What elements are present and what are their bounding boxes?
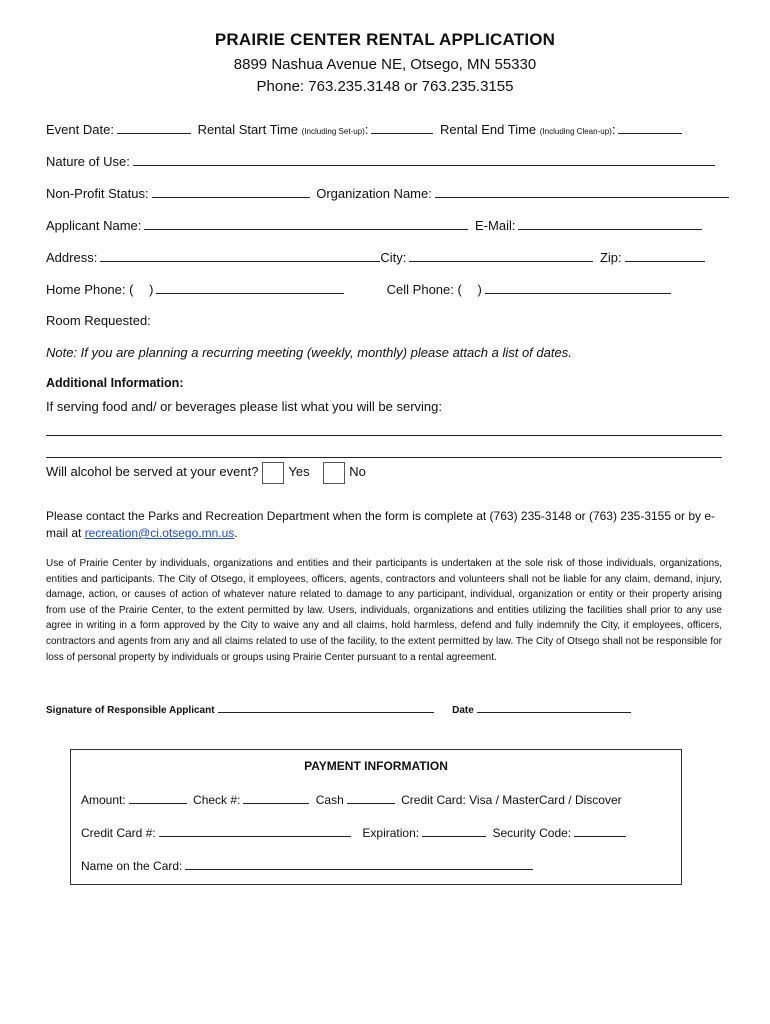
alcohol-row xyxy=(46,461,726,484)
applicant-name-field[interactable] xyxy=(144,217,468,230)
room-requested-label: Room Requested: xyxy=(46,313,151,328)
applicant-row xyxy=(46,217,726,233)
alcohol-yes-checkbox[interactable] xyxy=(262,462,284,484)
food-prompt: If serving food and/ or beverages please list what you will be serving: xyxy=(46,399,442,414)
security-code-field[interactable] xyxy=(574,824,626,837)
check-number-field[interactable] xyxy=(243,791,309,804)
cash-field[interactable] xyxy=(347,791,395,804)
email-label: E-Mail: xyxy=(475,218,516,233)
email-field[interactable] xyxy=(518,217,702,230)
payment-title: PAYMENT INFORMATION xyxy=(304,759,448,773)
home-phone-field[interactable] xyxy=(156,281,344,294)
alcohol-no-checkbox[interactable] xyxy=(323,462,345,484)
zip-field[interactable] xyxy=(625,249,705,262)
signature-row xyxy=(46,702,634,716)
date-label: Date xyxy=(452,705,474,716)
signature-label: Signature of Responsible Applicant xyxy=(46,705,215,716)
food-line-1[interactable] xyxy=(46,435,722,436)
org-name-field[interactable] xyxy=(435,185,729,198)
address-row xyxy=(46,249,726,265)
nature-row xyxy=(46,153,726,169)
expiration-field[interactable] xyxy=(422,824,486,837)
address-label: Address: xyxy=(46,250,98,265)
form-title: PRAIRIE CENTER RENTAL APPLICATION xyxy=(214,30,556,49)
contact-text: Please contact the Parks and Recreation Department when the form is complete at (763) 235-3148 or (763) 235-3155 or by e-mail at xyxy=(46,509,716,540)
event-date-label: Event Date: xyxy=(46,122,114,137)
recurring-note: Note: If you are planning a recurring meeting (weekly, monthly) please attach a list of dates. xyxy=(46,345,572,360)
non-profit-field[interactable] xyxy=(152,185,310,198)
home-phone-paren: ) xyxy=(149,282,154,297)
zip-label: Zip: xyxy=(599,250,622,265)
rental-start-field[interactable] xyxy=(371,121,433,134)
cell-phone-label: Cell Phone: ( xyxy=(386,282,462,297)
payment-row-2 xyxy=(81,824,629,840)
cell-phone-field[interactable] xyxy=(485,281,671,294)
check-label: Check #: xyxy=(193,793,241,807)
nature-of-use-field[interactable] xyxy=(133,153,715,166)
city-field[interactable] xyxy=(409,249,593,262)
payment-row-3 xyxy=(81,857,536,873)
rental-end-note: (Including Clean-up) xyxy=(539,127,612,136)
applicant-name-label: Applicant Name: xyxy=(46,218,142,233)
alcohol-no-label: No xyxy=(349,464,366,479)
center-address: 8899 Nashua Avenue NE, Otsego, MN 55330 xyxy=(233,56,537,73)
amount-field[interactable] xyxy=(129,791,187,804)
contact-period: . xyxy=(234,526,238,540)
event-time-row: Event Date: Rental Start Time (Including Set-up): Rental End Time (Including Clean-up): xyxy=(46,121,726,137)
alcohol-question: Will alcohol be served at your event? xyxy=(46,464,259,479)
payment-info-box xyxy=(70,749,682,885)
nature-of-use-label: Nature of Use: xyxy=(46,154,130,169)
signature-date-field[interactable] xyxy=(477,702,631,713)
payment-row-1 xyxy=(81,791,622,807)
city-label: City: xyxy=(380,250,407,265)
additional-info-heading: Additional Information: xyxy=(46,376,184,390)
home-phone-label: Home Phone: ( xyxy=(46,282,134,297)
rental-end-field[interactable] xyxy=(618,121,682,134)
room-row xyxy=(46,313,726,328)
name-on-card-label: Name on the Card: xyxy=(81,859,183,873)
alcohol-yes-label: Yes xyxy=(288,464,310,479)
security-label: Security Code: xyxy=(492,826,572,840)
liability-disclaimer: Use of Prairie Center by individuals, organizations and entities and their participants is undertaken at the sole risk of those individuals, organizations, entities and participants. The City of Otsego, it employees, officers, agents, contractors and volunteers shall not be liable for any claim, demand, injury, damage, action, or causes of action of whatever nature related to damage to any participant, individual, organization or entity or their property arising from use of the Prairie Center, to the extent permitted by law. Users, individuals, organizations and entities utilizing the facilities shall prior to any use agree in writing in a form approved by the City to waive any and all claims, hold harmless, defend and fully indemnify the City, it employees, officers, contractors and agents from any and all claims related to use of the facility, to the extent permitted by law. The City of Otsego shall not be responsible for loss of personal property by individuals or groups using Prairie Center pursuant to a rental agreement. xyxy=(46,558,722,663)
cc-number-label: Credit Card #: xyxy=(81,826,156,840)
amount-label: Amount: xyxy=(81,793,126,807)
org-name-label: Organization Name: xyxy=(316,186,432,201)
rental-start-note: (Including Set-up) xyxy=(301,127,365,136)
event-date-field[interactable] xyxy=(117,121,191,134)
contact-paragraph xyxy=(46,508,722,542)
rental-end-label: Rental End Time xyxy=(440,122,537,137)
credit-card-type-label: Credit Card: Visa / MasterCard / Discover xyxy=(401,793,622,807)
cell-phone-paren: ) xyxy=(477,282,482,297)
center-phone: Phone: 763.235.3148 or 763.235.3155 xyxy=(256,78,514,95)
food-line-2[interactable] xyxy=(46,457,722,458)
name-on-card-field[interactable] xyxy=(185,857,533,870)
cc-number-field[interactable] xyxy=(159,824,351,837)
contact-email-link[interactable]: recreation@ci.otsego.mn.us xyxy=(84,526,235,540)
signature-field[interactable] xyxy=(218,702,434,713)
expiration-label: Expiration: xyxy=(362,826,420,840)
rental-start-label: Rental Start Time xyxy=(197,122,298,137)
org-row xyxy=(46,185,726,201)
non-profit-label: Non-Profit Status: xyxy=(46,186,149,201)
phone-row xyxy=(46,281,726,297)
cash-label: Cash xyxy=(315,793,344,807)
address-field[interactable] xyxy=(100,249,380,262)
